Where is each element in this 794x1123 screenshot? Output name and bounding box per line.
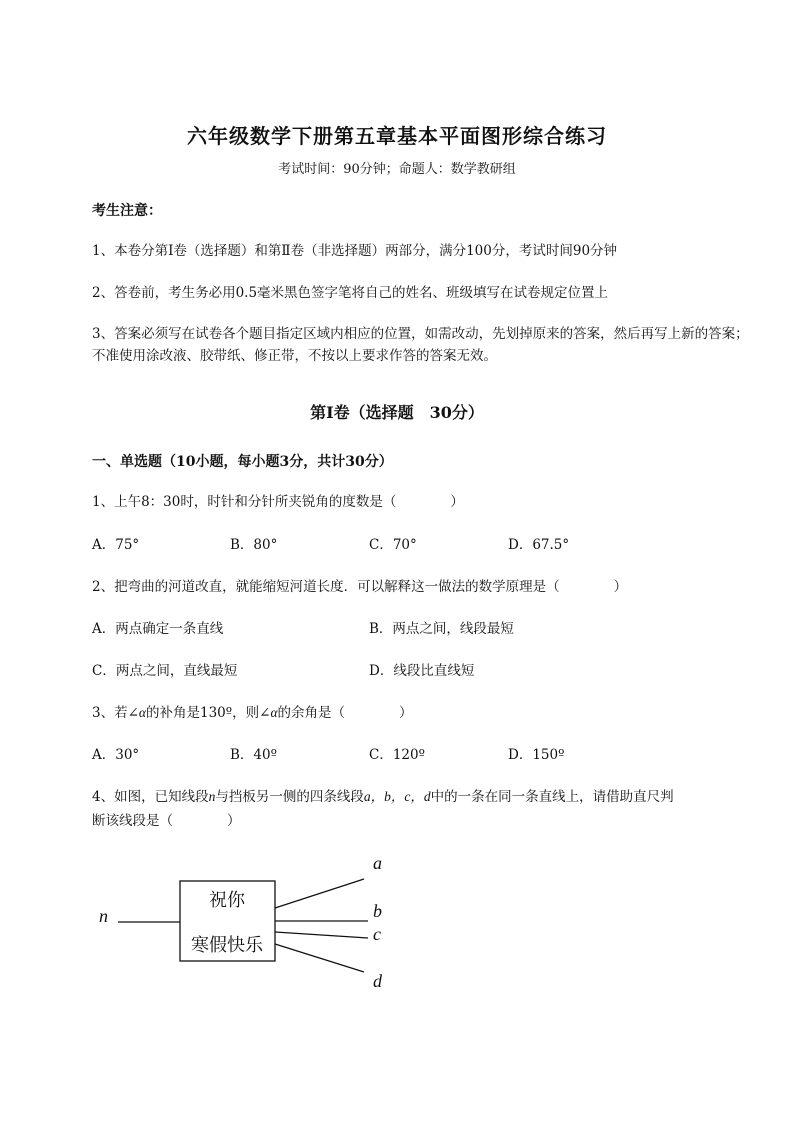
- question-1-option-c[interactable]: C．70°: [369, 537, 417, 553]
- question-2-option-b[interactable]: B．两点之间，线段最短: [369, 621, 514, 637]
- notice-item-2: 2、答卷前，考生务必用0.5毫米黑色签字笔将自己的姓名、班级填写在试卷规定位置上: [92, 285, 609, 301]
- question-2-option-d[interactable]: D．线段比直线短: [369, 663, 475, 679]
- label-c: c: [373, 924, 381, 944]
- question-1-option-a[interactable]: A．75°: [92, 537, 140, 553]
- question-3-option-b[interactable]: B．40º: [230, 747, 277, 763]
- question-2-option-a[interactable]: A．两点确定一条直线: [92, 621, 224, 637]
- segment-d: [275, 944, 364, 972]
- question-1-option-d[interactable]: D．67.5°: [508, 537, 570, 553]
- question-3-option-c[interactable]: C．120º: [369, 747, 425, 763]
- question-1-stem: 1、上午8：30时，时针和分针所夹锐角的度数是（ ）: [92, 494, 464, 510]
- label-d: d: [373, 971, 382, 991]
- page-title: 六年级数学下册第五章基本平面图形综合练习: [187, 124, 607, 148]
- question-3-option-a[interactable]: A．30°: [92, 747, 140, 763]
- question-1-option-b[interactable]: B．80°: [230, 537, 278, 553]
- question-2-option-c[interactable]: C．两点之间，直线最短: [92, 663, 238, 679]
- question-4-stem-line2: 断该线段是（ ）: [92, 813, 241, 829]
- section-title: 第I卷（选择题 30分）: [310, 403, 484, 422]
- segment-a: [275, 879, 364, 908]
- question-3-stem: 3、若∠α的补角是130º，则∠α的余角是（ ）: [92, 705, 413, 721]
- notice-heading: 考生注意：: [92, 203, 162, 219]
- notice-item-1: 1、本卷分第I卷（选择题）和第Ⅱ卷（非选择题）两部分，满分100分，考试时间90分钟: [92, 243, 618, 259]
- part-heading: 一、单选题（10小题，每小题3分，共计30分）: [92, 454, 393, 470]
- label-a: a: [373, 853, 382, 873]
- question-2-stem: 2、把弯曲的河道改直，就能缩短河道长度．可以解释这一做法的数学原理是（ ）: [92, 579, 628, 595]
- notice-item-3: 3、答案必须写在试卷各个题目指定区域内相应的位置，如需改动，先划掉原来的答案，然后再写上新的答案；不准使用涂改液、胶带纸、修正带，不按以上要求作答的答案无效。: [92, 326, 749, 364]
- board-text-line1: 祝你: [209, 890, 245, 911]
- question-4-stem-line1: 4、如图，已知线段n与挡板另一侧的四条线段a，b，c，d中的一条在同一条直线上，请借助直尺判: [92, 789, 674, 805]
- label-b: b: [373, 901, 382, 921]
- segment-c: [275, 932, 368, 938]
- exam-info: 考试时间：90分钟；命题人：数学教研组: [278, 162, 516, 177]
- question-3-option-d[interactable]: D．150º: [508, 747, 565, 763]
- board-text-line2: 寒假快乐: [191, 935, 263, 956]
- label-n: n: [99, 906, 108, 926]
